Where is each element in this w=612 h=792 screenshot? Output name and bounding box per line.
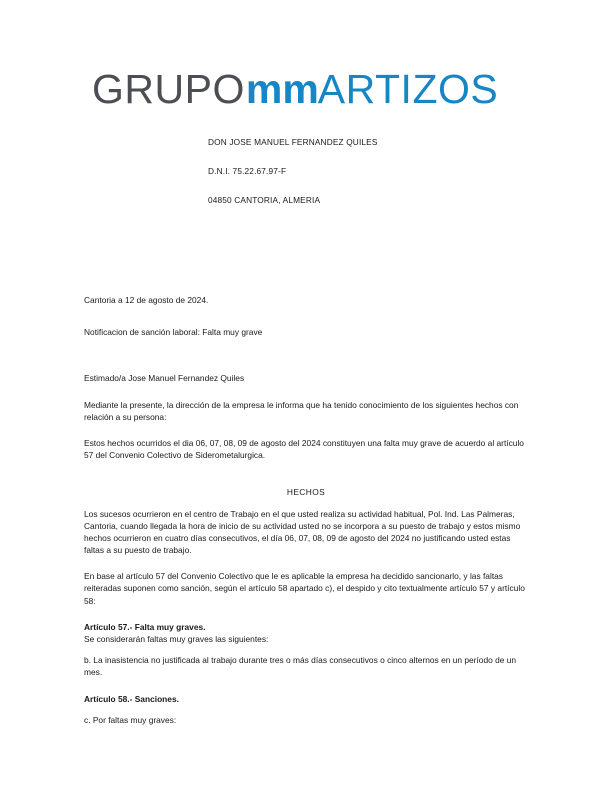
article-57-item-b: b. La inasistencia no justificada al trabajo durante tres o más días consecutivos o cinco alternos en un período de un mes.: [84, 655, 517, 678]
place-and-date: Cantoria a 12 de agosto de 2024.: [84, 295, 209, 305]
paragraph-1: Mediante la presente, la dirección de la empresa le informa que ha tenido conocimiento de los siguientes hechos con relación a su persona:: [84, 399, 519, 422]
article-57-title: Artículo 57.- Falta muy graves.: [84, 621, 206, 632]
letter-body: [84, 294, 528, 726]
paragraph-2: Estos hechos ocurridos el dia 06, 07, 08, 09 de agosto del 2024 constituyen una falta muy grave de acuerdo al artículo 57 del Convenio Colectivo de Siderometalurgica.: [84, 437, 524, 461]
article-57-intro: Se considerarán faltas muy graves las siguientes:: [84, 634, 269, 644]
logo-text-m: m: [245, 66, 282, 112]
logo-text-artizos: ARTIZOS: [317, 66, 499, 112]
company-logo: [92, 66, 499, 126]
article-58-item-c: c. Por faltas muy graves:: [84, 714, 177, 725]
logo-text-m2: m: [282, 66, 318, 112]
paragraph-3: Los sucesos ocurrieron en el centro de Trabajo en el que usted realiza su actividad habitual, Pol. Ind. Las Palmeras, Cantoria, cuando llegada la hora de inicio de su actividad usted no se incorpora a su puesto de trabajo y estos mismo hechos ocurrieron en cuatro días consecutivos, el día 06, 07, 08, 09 de agosto del 2024 no justificando usted estas faltas a su puesto de trabajo.: [84, 508, 521, 556]
recipient-block: [208, 138, 538, 225]
logo-text-grupo: GRUPO: [92, 66, 245, 112]
article-58-title: Artículo 58.- Sanciones.: [84, 693, 179, 704]
recipient-name: DON JOSE MANUEL FERNANDEZ QUILES: [208, 137, 378, 147]
greeting: Estimado/a Jose Manuel Fernandez Quiles: [84, 373, 245, 384]
recipient-address: 04850 CANTORIA, ALMERIA: [208, 194, 321, 205]
subject-line: Notificacion de sanción laboral: Falta muy grave: [84, 327, 263, 338]
paragraph-4: En base al artículo 57 del Convenio Colectivo que le es aplicable la empresa ha decidido sancionarlo, y las faltas reiteradas suponen como sanción, según el artículo 58 apartado c), el despido y cito textualmente artículo 57 y artículo 58:: [84, 571, 525, 606]
recipient-dni: D.N.I. 75.22.67.97-F: [208, 165, 287, 176]
section-title-hechos: HECHOS: [286, 487, 326, 498]
